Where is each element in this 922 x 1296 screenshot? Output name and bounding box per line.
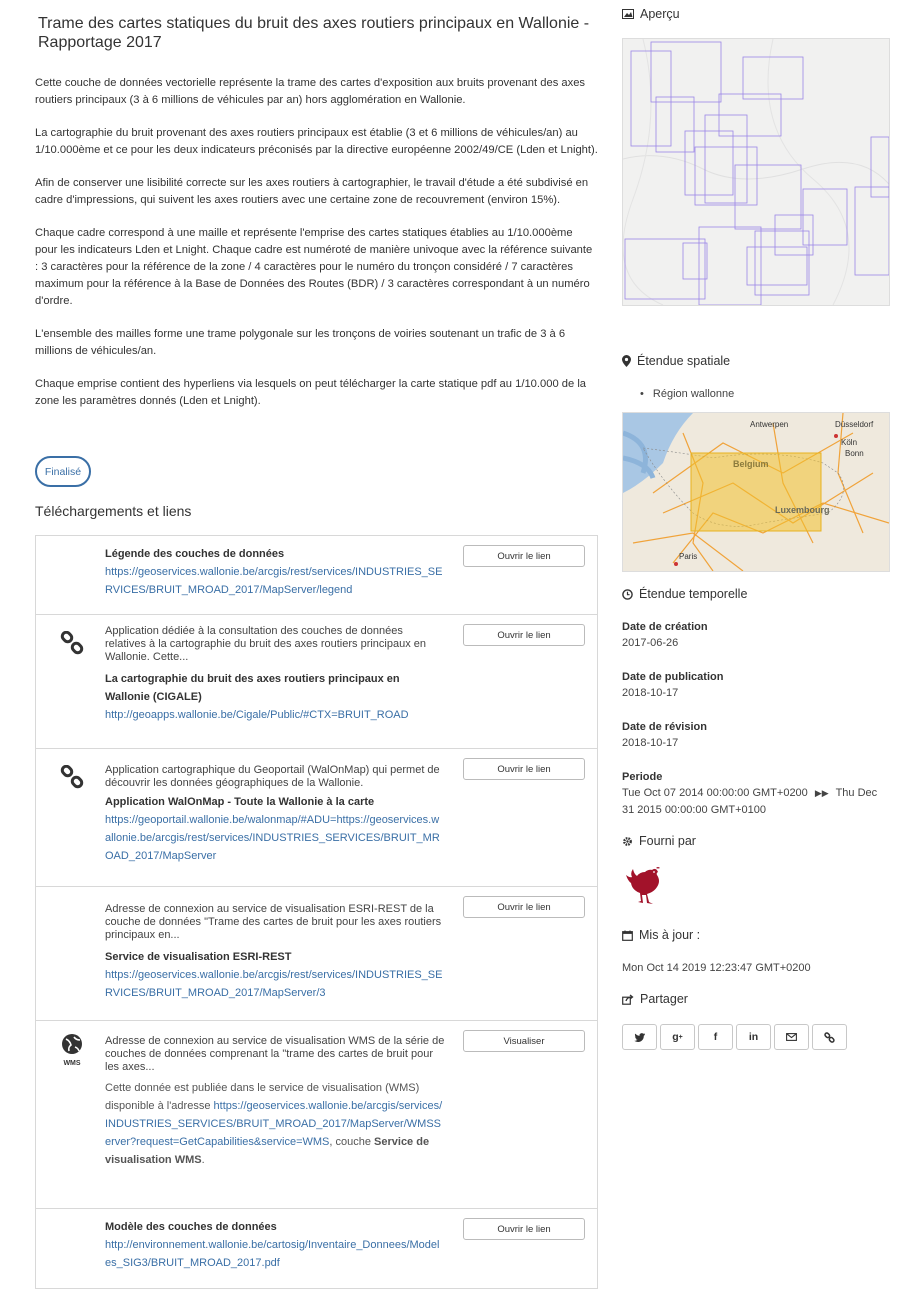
map-label-bonn: Bonn [845,449,864,458]
description-paragraph: Chaque cadre correspond à une maille et représente l'emprise des cartes statiques établies au 1/10.000ème pour les indicateurs Lden et Lnight. Chaque cadre est numéroté de manière univoque avec la référence suivante : 3 caractères pour la référence de la zone / 4 caractères pour le numéro du tronçon considéré / 7 caractères maximum pour la référence à la Base de Données des Routes (BDR) / 3 caractères correspondant à un numéro d'ordre. [35,227,593,307]
facebook-icon[interactable]: f [698,1024,733,1050]
map-marker-icon [622,355,631,367]
open-link-button[interactable]: Ouvrir le lien [463,624,585,646]
clock-icon [622,589,633,600]
links-list [35,535,598,1289]
preview-map[interactable] [622,38,890,306]
extent-map[interactable] [622,412,890,572]
map-label-antwerpen: Antwerpen [750,420,789,429]
description-paragraph: Chaque emprise contient des hyperliens via lesquels on peut télécharger la carte statique pdf au 1/10.000 de la zone les paramètres donnés (Lden et Lnight). [35,378,587,407]
open-link-button[interactable]: Ouvrir le lien [463,545,585,567]
page-title: Trame des cartes statiques du bruit des axes routiers principaux en Wallonie - Rapportage 2017 [38,15,590,51]
preview-header: Aperçu [622,7,680,21]
main-column [35,0,598,1269]
link-name: Légende des couches de données [105,548,285,560]
provider-header: Fourni par [622,834,696,848]
revision-value: 2018-10-17 [622,737,679,749]
creation-value: 2017-06-26 [622,637,679,649]
description [35,75,598,410]
link-name: Service de visualisation ESRI-REST [105,951,292,963]
status-badge: Finalisé [35,456,91,487]
link-description: Application dédiée à la consultation des couches de données relatives à la cartographie du bruit des axes routiers principaux en Wallonie. Cette... [105,625,427,663]
description-paragraph: Cette couche de données vectorielle représente la trame des cartes d'exposition aux bruits provenant des axes routiers principaux (3 à 6 millions de véhicules par an) hors agglomération en Wallonie. [35,77,586,106]
updated-header: Mis à jour : [622,928,700,942]
link-name: Modèle des couches de données [105,1221,277,1233]
publication-value: 2018-10-17 [622,687,679,699]
list-item [36,887,597,1021]
wms-layer-name: Service de visualisation WMS [105,1136,430,1166]
map-label-koln: Köln [841,438,858,447]
linkedin-icon[interactable]: in [736,1024,771,1050]
list-item [36,536,597,615]
link-icon [60,765,84,789]
revision-label: Date de révision [622,721,707,733]
period-value: Tue Oct 07 2014 00:00:00 GMT+0200 ▶▶ Thu Dec 31 2015 00:00:00 GMT+0100 [622,787,878,816]
list-item [36,749,597,887]
share-header: Partager [622,992,688,1006]
gear-icon [622,836,633,847]
link-url[interactable]: https://geoservices.wallonie.be/arcgis/rest/services/INDUSTRIES_SERVICES/BRUIT_MROAD_2017/MapServer/legend [105,566,443,596]
email-icon[interactable] [774,1024,809,1050]
map-label-luxembourg: Luxembourg [775,505,830,515]
description-paragraph: L'ensemble des mailles forme une trame polygonale sur les tronçons de voiries soutenant un trafic de 3 à 6 millions de véhicules/an. [35,328,566,357]
wms-label: WMS [63,1060,81,1067]
open-link-button[interactable]: Ouvrir le lien [463,1218,585,1240]
link-url[interactable]: https://geoservices.wallonie.be/arcgis/rest/services/INDUSTRIES_SERVICES/BRUIT_MROAD_2017/MapServer/3 [105,969,443,999]
map-label-belgium: Belgium [733,459,769,469]
description-paragraph: Afin de conserver une lisibilité correcte sur les axes routiers à cartographier, le travail d'étude a été subdivisé en cadre d'impressions, qui suivent les axes routiers avec une certaine zone de recouvrement (environ 15%). [35,177,589,206]
link-icon [60,631,84,655]
temporal-header: Étendue temporelle [622,587,747,601]
spatial-header: Étendue spatiale [622,354,730,368]
calendar-icon [622,930,633,941]
wallonie-rooster-logo[interactable] [626,866,668,910]
link-description: Application cartographique du Geoportail (WalOnMap) qui permet de découvrir les données géographiques de la Wallonie. [105,764,440,789]
map-label-paris: Paris [679,552,698,561]
image-icon [622,9,634,19]
link-url[interactable]: http://geoapps.wallonie.be/Cigale/Public/#CTX=BRUIT_ROAD [105,709,409,721]
link-url[interactable]: https://geoservices.wallonie.be/arcgis/services/INDUSTRIES_SERVICES/BRUIT_MROAD_2017/MapServer/WMSServer?request=GetCapabilities&service=WMS [105,1100,443,1148]
wms-description: Cette donnée est publiée dans le service de visualisation (WMS) disponible à l'adresse [105,1082,420,1112]
publication-label: Date de publication [622,671,724,683]
list-item [36,615,597,749]
link-description: Adresse de connexion au service de visualisation ESRI-REST de la couche de données "Trame des cartes de bruit pour les axes routiers principaux en... [105,903,442,941]
list-item [36,1209,597,1288]
open-link-button[interactable]: Ouvrir le lien [463,758,585,780]
wms-suffix: , couche [329,1136,371,1148]
updated-value: Mon Oct 14 2019 12:23:47 GMT+0200 [622,962,811,974]
description-paragraph: La cartographie du bruit provenant des axes routiers principaux est établie (3 et 6 millions de véhicules/an) au 1/10.000ème et ce pour les deux indicateurs préconisés par la directive européenne 2002/49/CE (Lden et Lnight). [35,127,598,156]
creation-label: Date de création [622,621,708,633]
link-url[interactable]: http://environnement.wallonie.be/cartosig/Inventaire_Donnees/Modeles_SIG3/BRUIT_MROAD_2017.pdf [105,1239,440,1269]
wms-globe-icon [60,1033,84,1067]
period-label: Periode [622,771,663,783]
list-item: WMS Adresse de connexion au service de visualisation WMS de la série de couches de données comprenant la "trame des cartes de bruit pour les axes... Cette donnée est publiée dans le service de visualisation (WMS) disponible à l'adresse https://geoservices.wallonie.be/arcgis/services/INDUSTRIES_SERVICES/BRUIT_MROAD_2017/MapServer/WMSServer?request=GetCapabilities&service=WMS, couche Service de visualisation WMS. Visualiser [36,1021,597,1209]
share-buttons [622,1024,850,1050]
twitter-icon[interactable] [622,1024,657,1050]
link-url[interactable]: https://geoportail.wallonie.be/walonmap/#ADU=https://geoservices.wallonie.be/arcgis/rest/services/INDUSTRIES_SERVICES/BRUIT_MROAD_2017/MapServer [105,814,440,862]
fast-forward-icon: ▶▶ [814,788,829,798]
map-label-dusseldorf: Düsseldorf [835,420,874,429]
visualize-button[interactable]: Visualiser [463,1030,585,1052]
region-item: • Région wallonne [640,388,735,400]
open-link-button[interactable]: Ouvrir le lien [463,896,585,918]
link-description: Adresse de connexion au service de visualisation WMS de la série de couches de données comprenant la "trame des cartes de bruit pour les axes... [105,1035,445,1073]
downloads-title: Téléchargements et liens [35,503,192,519]
google-plus-icon[interactable]: g + [660,1024,695,1050]
link-name: La cartographie du bruit des axes routiers principaux en Wallonie (CIGALE) [105,673,400,703]
share-icon [622,994,634,1005]
link-name: Application WalOnMap - Toute la Wallonie à la carte [105,796,375,808]
permalink-icon[interactable] [812,1024,847,1050]
